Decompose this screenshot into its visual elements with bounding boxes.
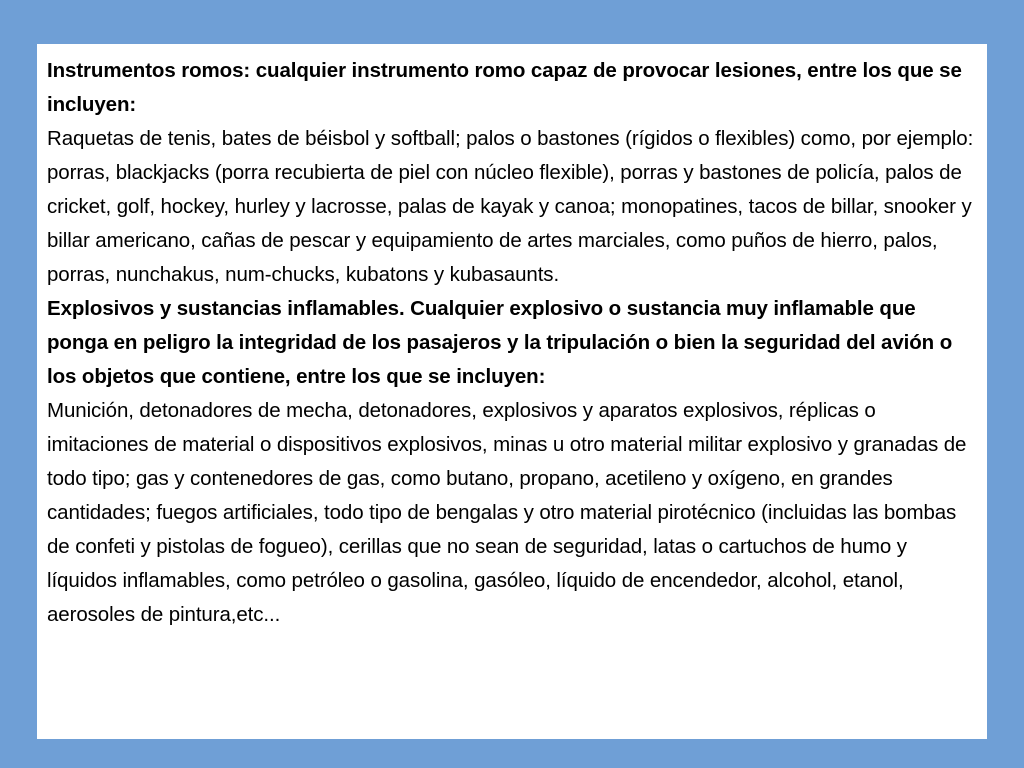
list-blunt-instruments: Raquetas de tenis, bates de béisbol y softball; palos o bastones (rígidos o flexibles) como, por ejemplo: porras, blackjacks (porra recubierta de piel con núcleo flexible), porras y bastones de policía, palos de cricket, golf, hockey, hurley y lacrosse, palas de kayak y canoa; monopatines, tacos de billar, snooker y billar americano, cañas de pescar y equipamiento de artes marciales, como puños de hierro, palos, porras, nunchakus, num-chucks, kubatons y kubasaunts. (47, 127, 974, 286)
list-explosives-flammables: Munición, detonadores de mecha, detonadores, explosivos y aparatos explosivos, réplicas o imitaciones de material o dispositivos explosivos, minas u otro material militar explosivo y granadas de todo tipo; gas y contenedores de gas, como butano, propano, acetileno y oxígeno, en grandes cantidades; fuegos artificiales, todo tipo de bengalas y otro material pirotécnico (incluidas las bombas de confeti y pistolas de fogueo), cerillas que no sean de seguridad, latas o cartuchos de humo y líquidos inflamables, como petróleo o gasolina, gasóleo, líquido de encendedor, alcohol, etanol, aerosoles de pintura,etc... (47, 399, 967, 626)
slide-content-panel (37, 44, 987, 739)
heading-explosives-flammables: Explosivos y sustancias inflamables. Cualquier explosivo o sustancia muy inflamable que ponga en peligro la integridad de los pasajeros y la tripulación o bien la seguridad del avión o los objetos que contiene, entre los que se incluyen: (47, 297, 953, 388)
slide-text-block (47, 54, 979, 632)
heading-blunt-instruments: Instrumentos romos: cualquier instrumento romo capaz de provocar lesiones, entre los que se incluyen: (47, 59, 962, 116)
